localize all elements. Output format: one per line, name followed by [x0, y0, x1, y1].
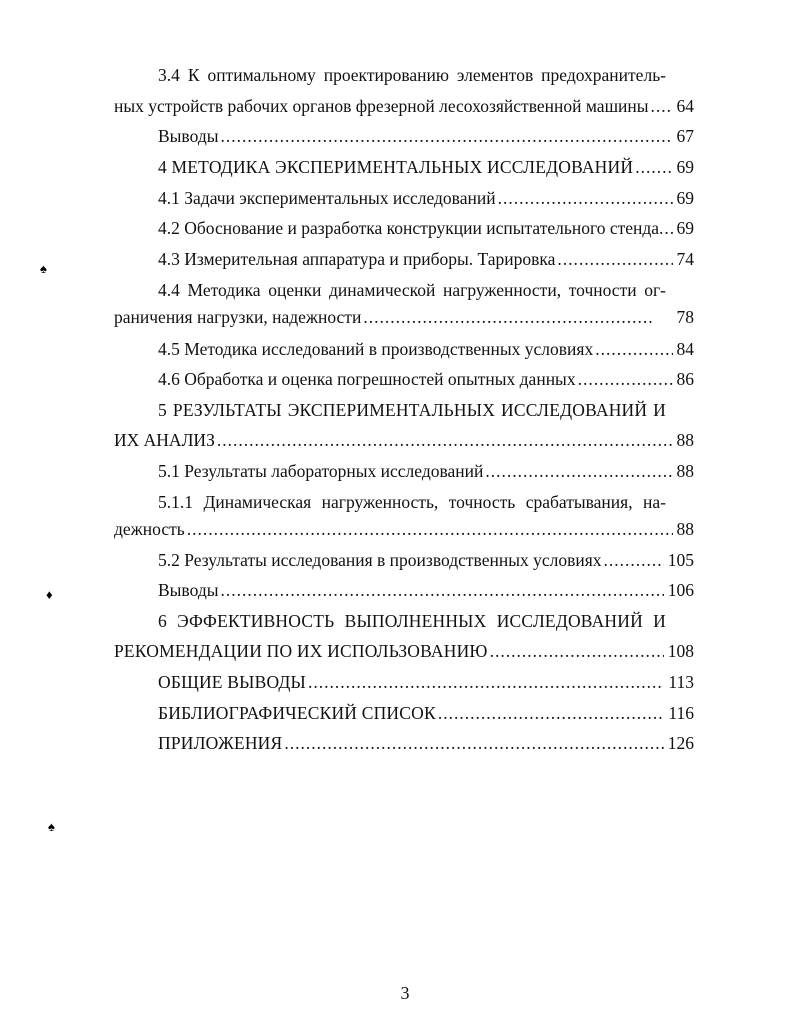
toc-entry-text: 3.4 К оптимальному проектированию элементов предохранитель-: [158, 65, 666, 85]
toc-line: [114, 640, 694, 662]
toc-line: [158, 549, 694, 571]
toc-page-number: 116: [668, 703, 694, 723]
toc-line: [158, 579, 694, 601]
toc-entry-text: дежность: [114, 519, 185, 539]
toc-page-number: 108: [667, 641, 694, 661]
dot-leader: [438, 702, 665, 724]
toc-line: [158, 732, 694, 754]
toc-page-number: 88: [676, 430, 694, 450]
toc-entry-text: ПРИЛОЖЕНИЯ: [158, 733, 283, 753]
toc-line: [158, 491, 666, 513]
toc-entry-text: 5 РЕЗУЛЬТАТЫ ЭКСПЕРИМЕНТАЛЬНЫХ ИССЛЕДОВАНИЙ И: [158, 400, 666, 420]
scan-mark-icon: ♠: [40, 261, 47, 276]
toc-entry-text: Выводы: [158, 126, 219, 146]
dot-leader: [498, 187, 673, 209]
toc-line: [114, 95, 694, 117]
toc-entry-text: 6 ЭФФЕКТИВНОСТЬ ВЫПОЛНЕННЫХ ИССЛЕДОВАНИЙ И: [158, 611, 666, 631]
toc-entry-text: 4.2 Обоснование и разработка конструкции испытательного стенда: [158, 218, 660, 238]
toc-entry-text: 5.1.1 Динамическая нагруженность, точность срабатывания, на-: [158, 492, 666, 512]
toc-line: [158, 460, 694, 482]
toc-page-number: 74: [676, 249, 694, 269]
toc-page-number: 64: [676, 96, 694, 116]
toc-line: [158, 125, 694, 147]
toc-page-number: 126: [667, 733, 694, 753]
dot-leader: [651, 95, 673, 117]
toc-page-number: 106: [667, 580, 694, 600]
dot-leader: [187, 518, 673, 540]
page-number: 3: [400, 983, 410, 1003]
toc-entry-text: РЕКОМЕНДАЦИИ ПО ИХ ИСПОЛЬЗОВАНИЮ: [114, 641, 488, 661]
toc-page-number: 69: [676, 157, 694, 177]
toc-line: [114, 306, 694, 328]
dot-leader: [308, 671, 664, 693]
toc-entry-text: ИХ АНАЛИЗ: [114, 430, 215, 450]
toc-entry-text: 4 МЕТОДИКА ЭКСПЕРИМЕНТАЛЬНЫХ ИССЛЕДОВАНИЙ: [158, 157, 634, 177]
toc-page-number: 88: [676, 461, 694, 481]
toc-line: [158, 64, 666, 86]
dot-leader: [595, 338, 672, 360]
toc-line: [158, 702, 694, 724]
toc-page-number: 88: [676, 519, 694, 539]
toc-page-number: 86: [676, 369, 694, 389]
toc-entry-text: 4.3 Измерительная аппаратура и приборы. Тарировка: [158, 249, 556, 269]
toc-entry-text: 4.4 Методика оценки динамической нагруженности, точности ог-: [158, 280, 666, 300]
toc-line: [158, 399, 666, 421]
toc-line: [158, 671, 694, 693]
toc-line: [114, 518, 694, 540]
toc-line: [158, 368, 694, 390]
scan-mark-icon: ♦: [46, 587, 53, 602]
dot-leader: [604, 549, 664, 571]
toc-page-number: 105: [667, 550, 694, 570]
toc-entry-text: 4.1 Задачи экспериментальных исследований: [158, 188, 496, 208]
dot-leader: [217, 429, 673, 451]
toc-line: [158, 279, 666, 301]
toc-page-number: 69: [676, 188, 694, 208]
toc-entry-text: БИБЛИОГРАФИЧЕСКИЙ СПИСОК: [158, 703, 436, 723]
toc-entry-text: раничения нагрузки, надежности: [114, 307, 362, 327]
toc-entry-text: ОБЩИЕ ВЫВОДЫ: [158, 672, 307, 692]
toc-entry-text: 4.6 Обработка и оценка погрешностей опытных данных: [158, 369, 576, 389]
scan-mark-icon: ♠: [48, 819, 55, 834]
dot-leader: [635, 156, 672, 178]
dot-leader: [578, 368, 673, 390]
toc-line: [158, 248, 694, 270]
toc-entry-text: 5.1 Результаты лабораторных исследований: [158, 461, 484, 481]
dot-leader: [363, 306, 652, 328]
toc-page-number: 69: [676, 218, 694, 238]
dot-leader: [284, 732, 663, 754]
toc-line: [158, 217, 694, 239]
toc-entry-text: 4.5 Методика исследований в производственных условиях: [158, 339, 594, 359]
toc-line: [114, 429, 694, 451]
toc-line: [158, 610, 666, 632]
dot-leader: [220, 125, 672, 147]
toc-page-number: 67: [676, 126, 694, 146]
toc-line: [158, 338, 694, 360]
dot-leader: [220, 579, 663, 601]
toc-entry-text: ных устройств рабочих органов фрезерной лесохозяйственной машины: [114, 96, 649, 116]
dot-leader: [485, 460, 672, 482]
toc-entry-text: 5.2 Результаты исследования в производственных условиях: [158, 550, 602, 570]
dot-leader: [557, 248, 672, 270]
toc-line: [158, 187, 694, 209]
toc-entry-text: Выводы: [158, 580, 219, 600]
dot-leader: [659, 217, 674, 239]
toc-line: [158, 156, 694, 178]
toc-page-number: 113: [668, 672, 694, 692]
dot-leader: [490, 640, 664, 662]
toc-page-number: 78: [676, 307, 694, 327]
toc-page-number: 84: [676, 339, 694, 359]
